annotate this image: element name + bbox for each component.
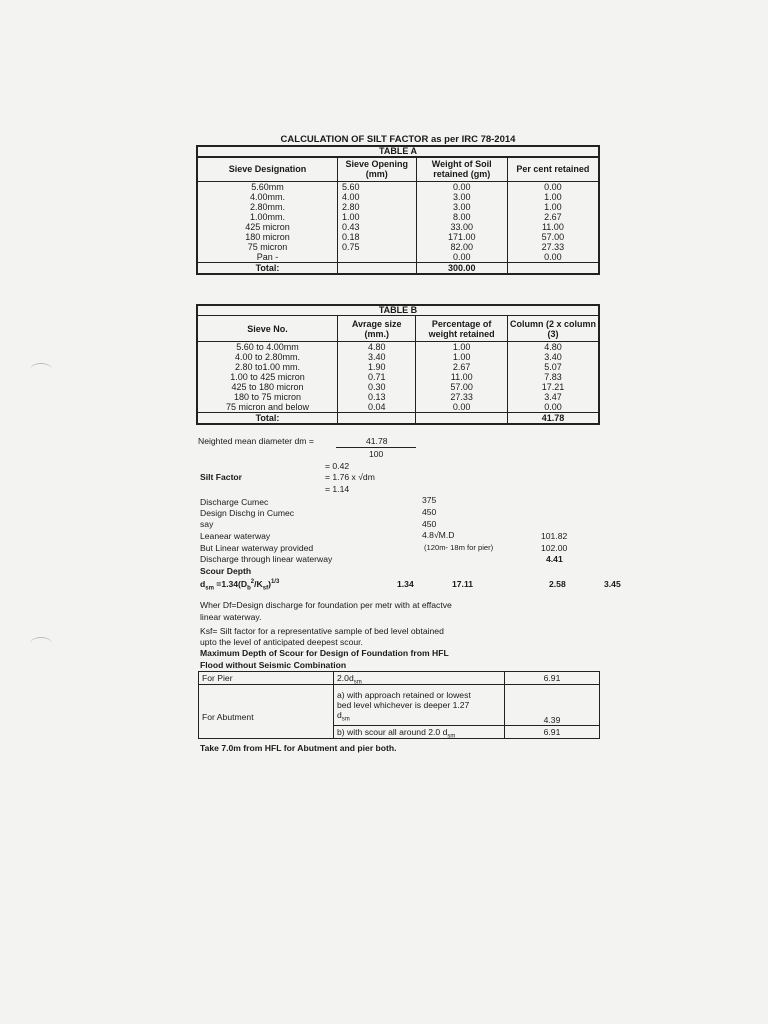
table-cell: 11.00: [416, 372, 508, 382]
table-cell: 3.00: [416, 192, 507, 202]
table-b-header: Sieve No.: [197, 316, 338, 342]
silt-factor-result: = 1.14: [325, 484, 350, 494]
provided-waterway-value: 102.00: [541, 543, 568, 553]
scour-dsm-value: 2.58: [549, 579, 566, 589]
table-cell: 4.80: [338, 342, 416, 353]
discharge-cumec-label: Discharge Cumec: [200, 497, 269, 507]
scour-extra-value: 3.45: [604, 579, 621, 589]
weighted-mean-denominator: 100: [369, 449, 384, 459]
note-line: Wher Df=Design discharge for foundation per metr with at effactve: [200, 600, 452, 610]
table-row: [197, 402, 599, 413]
punch-hole-mark: [30, 637, 52, 650]
abutment-case-b-value: 6.91: [505, 726, 600, 739]
table-cell: 3.47: [507, 392, 599, 402]
table-row: [197, 192, 599, 202]
table-cell: 27.33: [416, 392, 508, 402]
table-cell: 0.00: [416, 252, 507, 263]
table-cell: 11.00: [507, 222, 599, 232]
table-row: [199, 685, 600, 726]
table-cell: 2.67: [507, 212, 599, 222]
table-row: [197, 242, 599, 252]
table-row: [197, 342, 599, 353]
table-cell: 57.00: [507, 232, 599, 242]
section-heading: Flood without Seismic Combination: [200, 660, 347, 670]
pier-label: For Pier: [199, 672, 334, 685]
note-line: Ksf= Silt factor for a representative sample of bed level obtained: [200, 626, 444, 636]
table-cell: 5.07: [507, 362, 599, 372]
table-cell: 0.75: [337, 242, 416, 252]
table-cell: 1.00 to 425 micron: [197, 372, 338, 382]
table-cell: 33.00: [416, 222, 507, 232]
table-b: [196, 304, 600, 425]
note-line: linear waterway.: [200, 612, 262, 622]
table-cell: 17.21: [507, 382, 599, 392]
table-row: [197, 202, 599, 212]
table-cell: 27.33: [507, 242, 599, 252]
document-title: CALCULATION OF SILT FACTOR as per IRC 78-2014: [280, 134, 516, 145]
table-cell: 2.80mm.: [197, 202, 337, 212]
table-cell: 0.00: [507, 402, 599, 413]
provided-waterway-label: But Linear waterway provided: [200, 543, 314, 553]
table-cell: 0.43: [337, 222, 416, 232]
weighted-mean-label: Neighted mean diameter dm =: [198, 436, 314, 446]
table-a-header: Sieve Designation: [197, 157, 337, 181]
table-cell: 5.60 to 4.00mm: [197, 342, 338, 353]
abutment-case-b: b) with scour all around 2.0 $d_{sm}$: [334, 726, 505, 739]
table-cell: 75 micron and below: [197, 402, 338, 413]
table-cell: 1.00: [507, 192, 599, 202]
design-discharge-label: Design Dischg in Cumec: [200, 508, 295, 518]
design-discharge-value: 450: [422, 507, 437, 517]
table-a-header: Per cent retained: [507, 157, 599, 181]
table-row: [199, 672, 600, 685]
table-cell: 3.00: [416, 202, 507, 212]
table-cell: 4.80: [507, 342, 599, 353]
discharge-cumec-value: 375: [422, 495, 437, 505]
table-a-header: Sieve Opening (mm): [337, 157, 416, 181]
table-row: [197, 222, 599, 232]
table-cell: 0.13: [338, 392, 416, 402]
table-cell: 3.40: [338, 352, 416, 362]
table-total-value: 41.78: [507, 413, 599, 425]
table-row: [197, 362, 599, 372]
table-cell: 4.00 to 2.80mm.: [197, 352, 338, 362]
table-row: [197, 392, 599, 402]
note-line: upto the level of anticipated deepest scour.: [200, 637, 363, 647]
table-row: [197, 352, 599, 362]
say-value: 450: [422, 519, 437, 529]
scour-depth-heading: Scour Depth: [200, 566, 252, 576]
table-total-row: [197, 262, 599, 274]
table-cell: 171.00: [416, 232, 507, 242]
silt-factor-formula: = 1.76 x √dm: [325, 472, 375, 482]
table-row: [197, 212, 599, 222]
table-cell: 1.00: [416, 352, 508, 362]
table-row: [197, 232, 599, 242]
table-cell: 4.00: [337, 192, 416, 202]
table-cell: 1.00mm.: [197, 212, 337, 222]
leanear-waterway-label: Leanear waterway: [200, 531, 271, 541]
table-b-header: Percentage of weight retained: [416, 316, 508, 342]
table-cell: 1.00: [416, 342, 508, 353]
table-total-value: 300.00: [416, 262, 507, 274]
abutment-case-a-value: 4.39: [505, 685, 600, 726]
table-cell: 0.71: [338, 372, 416, 382]
footer-note: Take 7.0m from HFL for Abutment and pier both.: [200, 743, 397, 753]
weighted-mean-numerator: 41.78: [366, 436, 388, 446]
abutment-label: For Abutment: [199, 685, 334, 739]
table-cell: 425 to 180 micron: [197, 382, 338, 392]
table-cell: 0.18: [337, 232, 416, 242]
table-cell: 0.04: [338, 402, 416, 413]
table-total-label: Total:: [197, 262, 337, 274]
table-cell: 0.00: [507, 252, 599, 263]
table-cell: 425 micron: [197, 222, 337, 232]
leanear-waterway-value: 101.82: [541, 531, 568, 541]
table-cell: 180 micron: [197, 232, 337, 242]
table-row: [197, 372, 599, 382]
say-label: say: [200, 519, 214, 529]
punch-hole-mark: [30, 363, 52, 376]
table-cell: 57.00: [416, 382, 508, 392]
table-b-header: Avrage size (mm.): [338, 316, 416, 342]
table-row: [197, 382, 599, 392]
discharge-through-label: Discharge through linear waterway: [200, 554, 333, 564]
fraction-line: [336, 447, 416, 448]
table-cell: 1.00: [507, 202, 599, 212]
table-a-header: Weight of Soil retained (gm): [416, 157, 507, 181]
leanear-waterway-formula: 4.8√M.D: [422, 530, 455, 540]
table-cell: 4.00mm.: [197, 192, 337, 202]
table-cell: 75 micron: [197, 242, 337, 252]
table-total-label: Total:: [197, 413, 338, 425]
provided-waterway-note: (120m- 18m for pier): [424, 543, 494, 552]
scour-coefficient: 1.34: [397, 579, 414, 589]
table-row: [197, 181, 599, 192]
table-cell: 82.00: [416, 242, 507, 252]
silt-factor-label: Silt Factor: [200, 472, 243, 482]
table-cell: 2.80: [337, 202, 416, 212]
scour-depth-formula: $d_{sm} =1.34(D_b^2/K_{sf})^{1/3}$: [200, 579, 280, 592]
table-cell: 1.90: [338, 362, 416, 372]
table-cell: 0.00: [507, 181, 599, 192]
table-a: [196, 145, 600, 275]
table-row: [197, 252, 599, 263]
table-a-caption: TABLE A: [197, 146, 599, 157]
table-cell: 8.00: [416, 212, 507, 222]
table-cell: 0.00: [416, 402, 508, 413]
table-total-row: [197, 413, 599, 425]
table-cell: 1.00: [337, 212, 416, 222]
table-cell: [337, 252, 416, 263]
table-cell: 180 to 75 micron: [197, 392, 338, 402]
pier-value: 6.91: [505, 672, 600, 685]
table-cell: 3.40: [507, 352, 599, 362]
table-cell: 5.60: [337, 181, 416, 192]
table-cell: 5.60mm: [197, 181, 337, 192]
abutment-case-a: a) with approach retained or lowest bed level whichever is deeper 1.27 $d_{sm}$: [334, 685, 505, 726]
discharge-through-value: 4.41: [546, 554, 563, 564]
table-cell: 0.30: [338, 382, 416, 392]
table-b-header: Column (2 x column (3): [507, 316, 599, 342]
table-cell: 2.67: [416, 362, 508, 372]
pier-formula: $2.0d_{sm}$: [334, 672, 505, 685]
scour-depth-table: [198, 671, 600, 739]
table-cell: 2.80 to1.00 mm.: [197, 362, 338, 372]
scour-db-squared: 17.11: [452, 579, 474, 589]
section-heading: Maximum Depth of Scour for Design of Foundation from HFL: [200, 648, 449, 658]
table-cell: Pan -: [197, 252, 337, 263]
weighted-mean-result: = 0.42: [325, 461, 350, 471]
table-cell: 7.83: [507, 372, 599, 382]
table-b-caption: TABLE B: [197, 305, 599, 316]
table-cell: 0.00: [416, 181, 507, 192]
